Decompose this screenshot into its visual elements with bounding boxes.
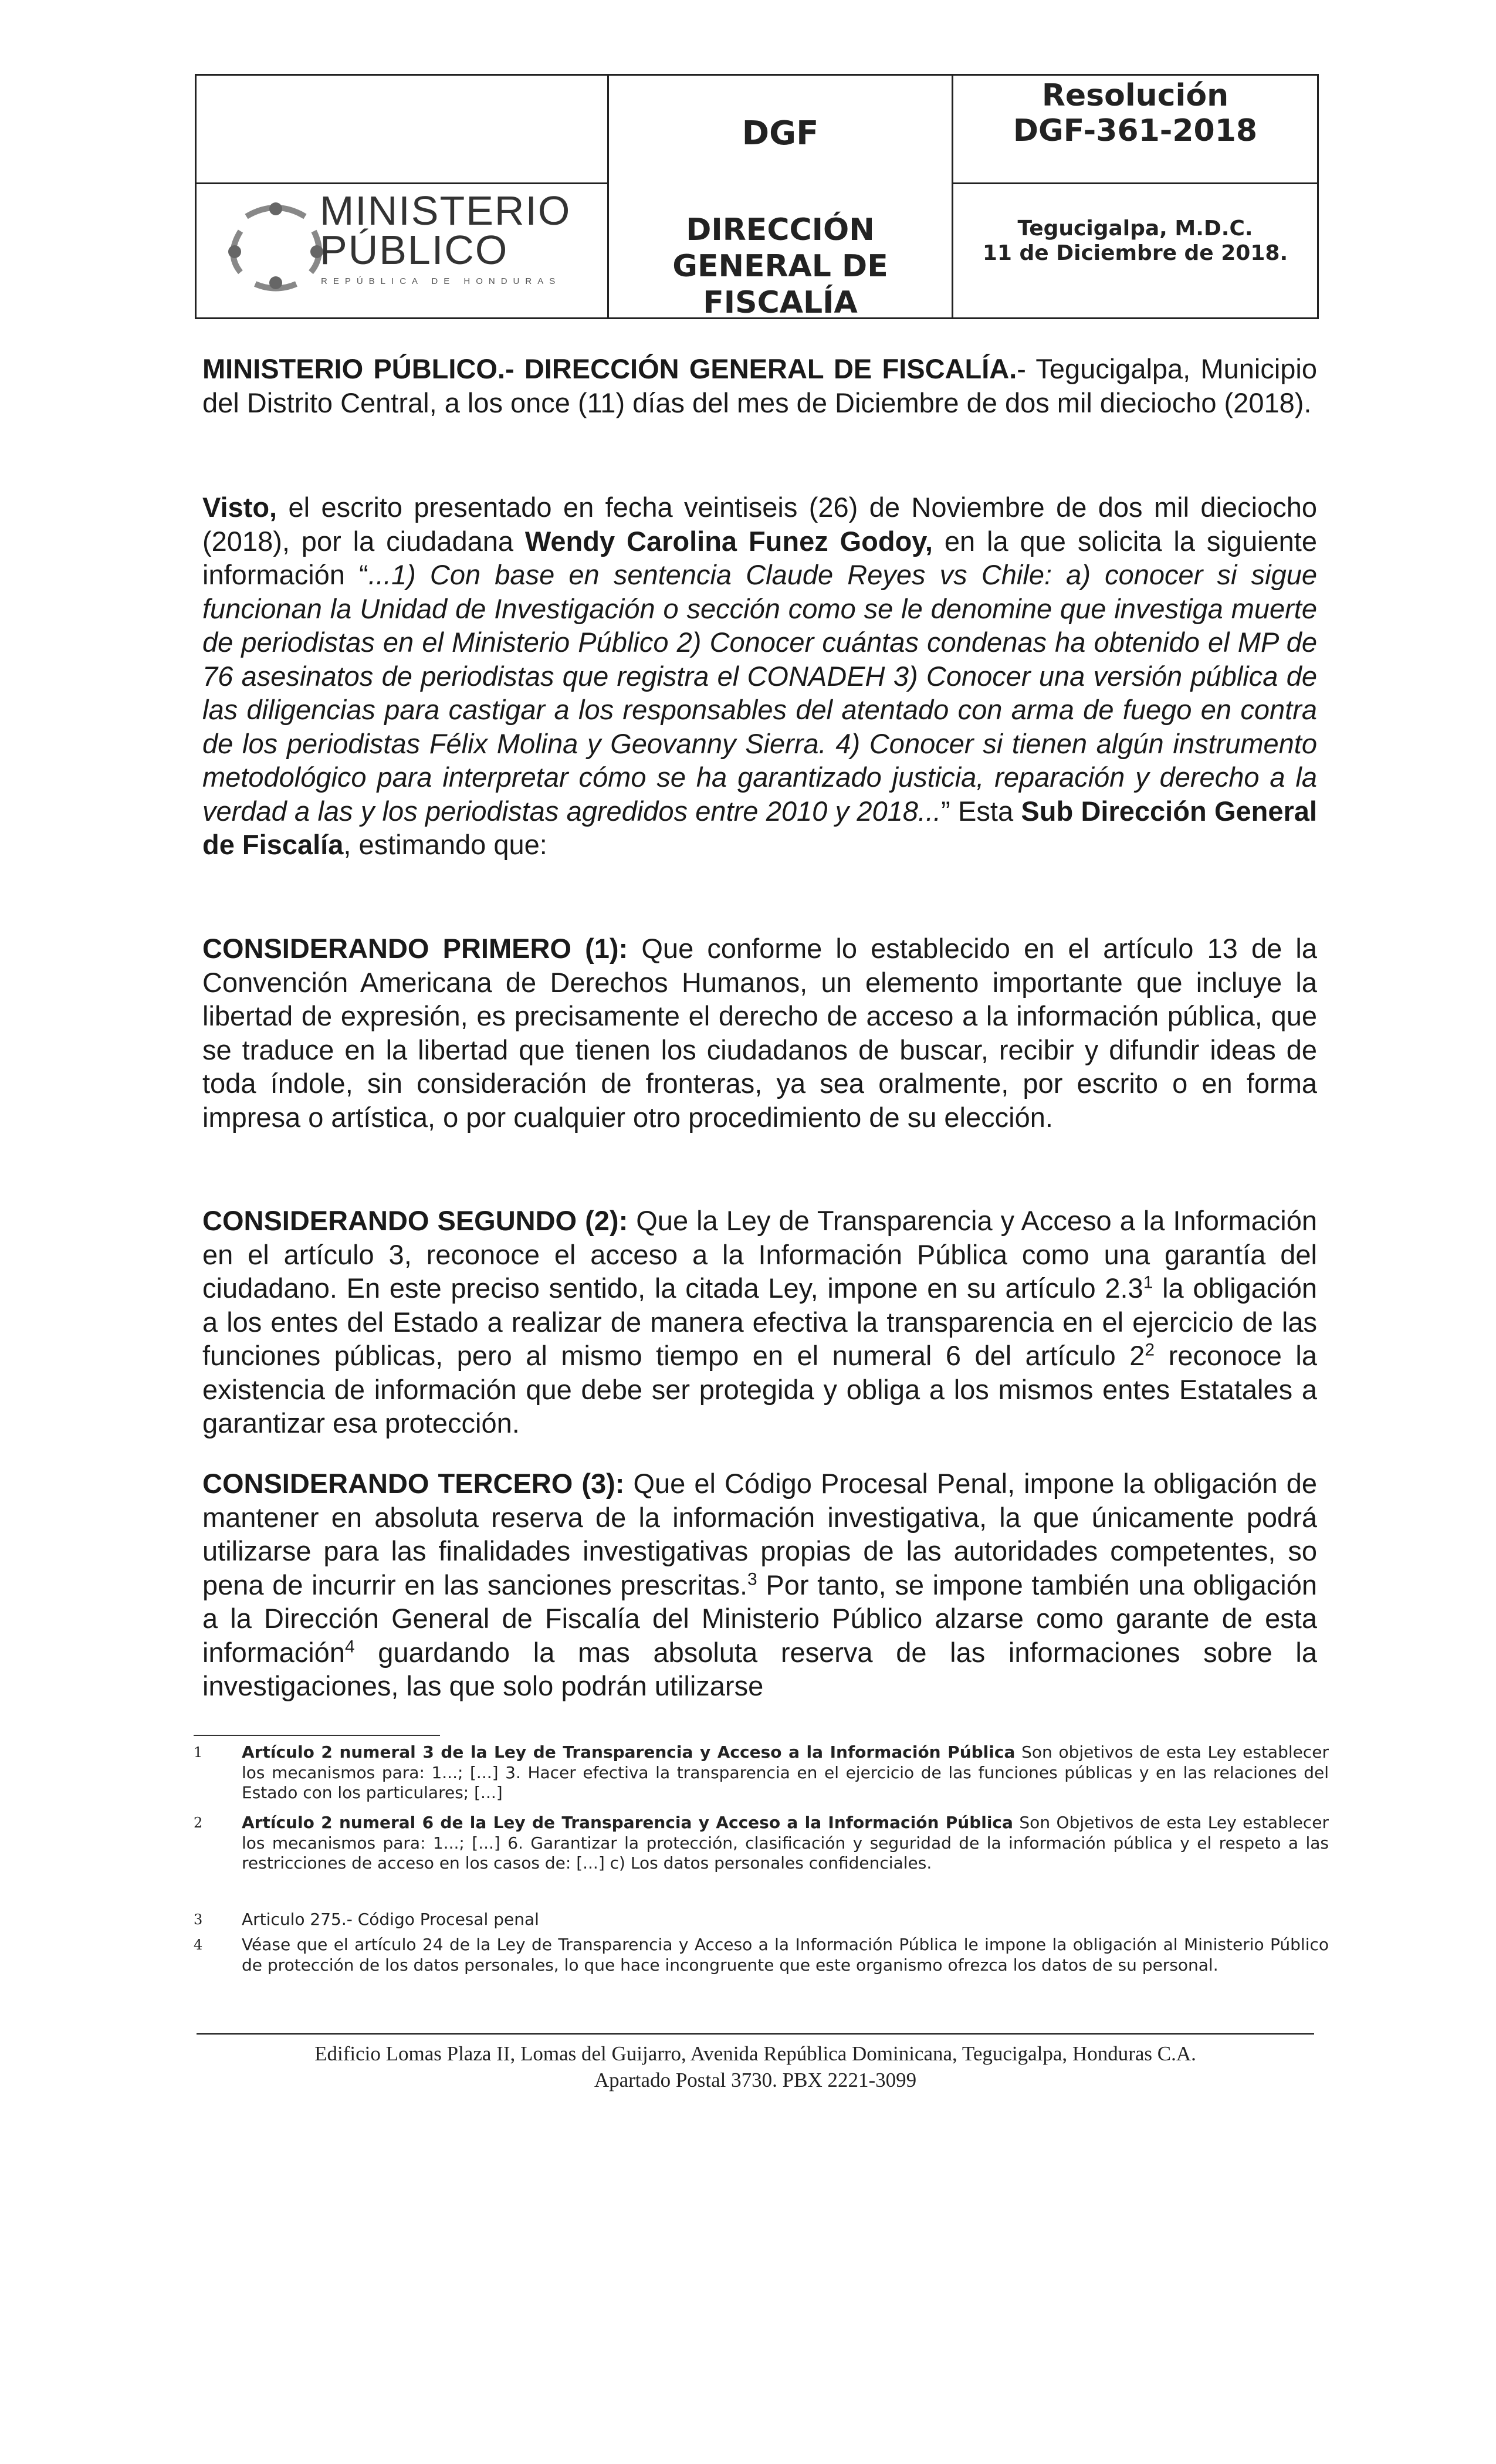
- footer-address: [197, 2040, 1314, 2093]
- header-resolution: [953, 76, 1317, 148]
- header-place: Tegucigalpa, M.D.C.: [1017, 216, 1253, 241]
- footnote-body: Son objetivos de esta Ley establecer los mecanismos para: 1...; [...] 3. Hacer efectiva la transparencia en el ejercicio de las funciones públicas y en las relaciones del Estado con los particulares; [...]: [242, 1742, 1329, 1802]
- header-divider: [952, 182, 1317, 184]
- considerando-text: Que el Código Procesal Penal, impone la obligación de mantener en absoluta reserva de la información investigativa, la que únicamente podrá utilizarse para las finalidades investigativas propias de las autoridades competentes, so pena de incurrir en las sanciones prescritas.: [202, 1468, 1317, 1600]
- footnote-number: 1: [194, 1744, 203, 1761]
- considerando-heading: CONSIDERANDO TERCERO (3):: [202, 1468, 625, 1499]
- intro-heading: MINISTERIO PÚBLICO.- DIRECCIÓN GENERAL DE FISCALÍA.: [202, 353, 1017, 384]
- considerando-text: guardando la mas absoluta reserva de las informaciones sobre la investigaciones, las que solo podrán utilizarse: [202, 1636, 1317, 1701]
- footnote-ref[interactable]: 2: [1145, 1340, 1155, 1360]
- considerando-text: reconoce la existencia de información que debe ser protegida y obliga a los mismos entes Estatales a garantizar esa protección.: [202, 1340, 1318, 1439]
- footnote-body: Articulo 275.- Código Procesal penal: [242, 1910, 539, 1929]
- footnote-separator: [194, 1735, 440, 1736]
- footnote-text: [242, 1813, 1329, 1874]
- footnote-number: 4: [194, 1937, 203, 1953]
- header-date: 11 de Diciembre de 2018.: [982, 241, 1288, 265]
- footnote-text: [242, 1742, 1329, 1803]
- header-direction-line: DIRECCIÓN: [686, 212, 875, 248]
- logo-subtitle: REPÚBLICA DE HONDURAS: [321, 276, 561, 286]
- header-direction-line: GENERAL DE: [672, 249, 888, 284]
- footnote: [194, 1935, 1329, 1975]
- footnote: [194, 1910, 1329, 1930]
- footer-contact-line: Apartado Postal 3730. PBX 2221-3099: [594, 2069, 917, 2091]
- footnote-ref[interactable]: 4: [344, 1636, 355, 1656]
- considerando-text: la obligación a los entes del Estado a realizar de manera efectiva la transparencia en el ejercicio de las funciones públicas, pero al mismo tiempo en el numeral 6 del artículo 2: [202, 1272, 1318, 1371]
- footnote-ref[interactable]: 3: [747, 1569, 757, 1589]
- logo-text-publico: PÚBLICO: [320, 227, 509, 273]
- visto-text: el escrito presentado en fecha veintiseis (26) de Noviembre de dos mil dieciocho (2018), por la ciudadana: [202, 492, 1317, 557]
- header-table: [195, 74, 1319, 319]
- considerando-text: Por tanto, se impone también una obligación a la Dirección General de Fiscalía del Ministerio Público alzarse como garante de esta información: [202, 1569, 1317, 1668]
- footnote: [194, 1742, 1329, 1803]
- visto-text: ” Esta: [941, 795, 1021, 827]
- footnote-text: [242, 1935, 1329, 1975]
- visto-lead: Visto,: [202, 492, 277, 523]
- visto-paragraph: [202, 490, 1317, 862]
- resolution-number: DGF-361-2018: [1013, 113, 1258, 148]
- header-direction-line: FISCALÍA: [703, 285, 858, 320]
- footer-separator: [197, 2033, 1314, 2035]
- header-direction: [609, 212, 952, 321]
- ministerio-publico-logo: [223, 196, 329, 293]
- header-place-date: [953, 216, 1317, 266]
- considerando-text: Que conforme lo establecido en el artículo 13 de la Convención Americana de Derechos Humanos, un elemento importante que incluye la libertad de expresión, es precisamente el derecho de acceso a la información pública, que se traduce en la libertad que tienen los ciudadanos de buscar, recibir y difundir ideas de toda índole, sin consideración de fronteras, ya sea oralmente, por escrito o en forma impresa o artística, o por cualquier otro procedimiento de su elección.: [202, 933, 1317, 1133]
- footnote: [194, 1813, 1329, 1874]
- logo-text-ministerio: MINISTERIO: [320, 188, 571, 233]
- office-name: Sub Dirección General de Fiscalía: [202, 795, 1317, 860]
- visto-text: , estimando que:: [343, 829, 547, 860]
- visto-text: en la que solicita la siguiente información “: [202, 525, 1317, 590]
- footnote-citation: Artículo 2 numeral 6 de la Ley de Transparencia y Acceso a la Información Pública: [242, 1813, 1013, 1832]
- header-dgf: DGF: [742, 114, 819, 153]
- footer-address-line: Edificio Lomas Plaza II, Lomas del Guijarro, Avenida República Dominicana, Tegucigalpa, Honduras C.A.: [314, 2042, 1196, 2065]
- considerando-heading: CONSIDERANDO PRIMERO (1):: [202, 933, 628, 964]
- footnote-number: 2: [194, 1815, 203, 1831]
- footnote-body: Véase que el artículo 24 de la Ley de Transparencia y Acceso a la Información Pública le impone la obligación al Ministerio Público de protección de los datos personales, lo que hace incongruente que este organismo ofrezca los datos de su personal.: [242, 1935, 1329, 1975]
- resolution-title: Resolución: [1041, 78, 1229, 113]
- footnote-citation: Artículo 2 numeral 3 de la Ley de Transparencia y Acceso a la Información Pública: [242, 1742, 1016, 1762]
- footnote-number: 3: [194, 1911, 203, 1928]
- footnote-ref[interactable]: 1: [1143, 1272, 1153, 1292]
- request-quote: ...1) Con base en sentencia Claude Reyes vs Chile: a) conocer si sigue funcionan la Unidad de Investigación o sección como se le denomine que investiga muerte de periodistas en el Ministerio Público 2) Conocer cuántas condenas ha obtenido el MP de 76 asesinatos de periodistas que registra el CONADEH 3) Conocer una versión pública de las diligencias para castigar a los responsables del atentado con arma de fuego en contra de los periodistas Félix Molina y Geovanny Sierra. 4) Conocer si tienen algún instrumento metodológico para interpretar cómo se ha garantizado justicia, reparación y derecho a la verdad a las y los periodistas agredidos entre 2010 y 2018...: [202, 559, 1317, 827]
- footnote-body: Son Objetivos de esta Ley establecer los mecanismos para: 1...; [...] 6. Garantizar la protección, clasificación y seguridad de la información pública y el respeto a las restricciones de acceso en los casos de: [...] c) Los datos personales confidenciales.: [242, 1813, 1329, 1873]
- header-divider: [197, 182, 607, 184]
- considerando-heading: CONSIDERANDO SEGUNDO (2):: [202, 1205, 628, 1236]
- footnote-text: [242, 1910, 1329, 1930]
- intro-text: - Tegucigalpa, Municipio del Distrito Central, a los once (11) días del mes de Diciembre de dos mil dieciocho (2018).: [202, 353, 1317, 418]
- intro-paragraph: [202, 352, 1317, 419]
- considerando-tercero: [202, 1467, 1317, 1703]
- considerando-segundo: [202, 1204, 1317, 1440]
- considerando-primero: [202, 932, 1317, 1134]
- considerando-text: Que la Ley de Transparencia y Acceso a la Información en el artículo 3, reconoce el acceso a la Información Pública como una garantía del ciudadano. En este preciso sentido, la citada Ley, impone en su artículo 2.3: [202, 1205, 1317, 1304]
- requester-name: Wendy Carolina Funez Godoy,: [524, 525, 933, 557]
